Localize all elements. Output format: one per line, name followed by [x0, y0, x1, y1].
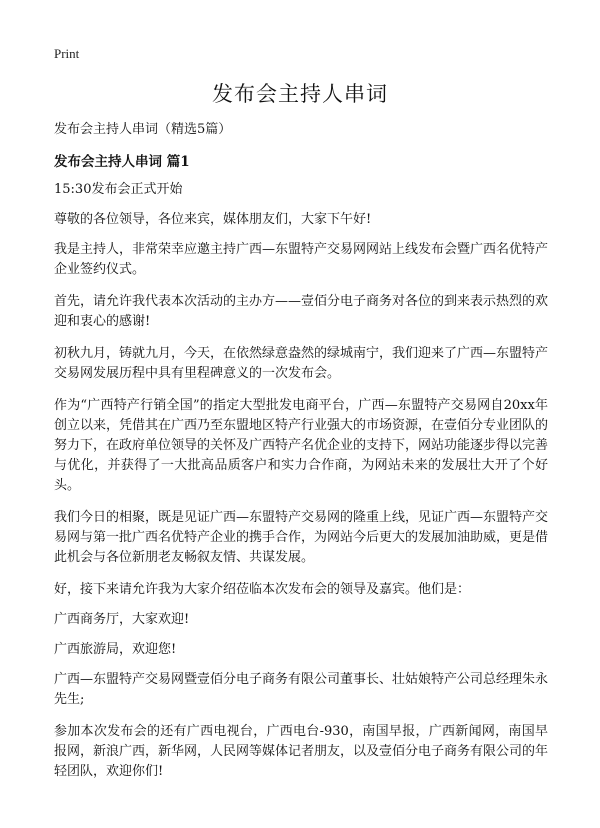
paragraph-guest-tourism: 广西旅游局，欢迎您! [54, 642, 177, 657]
paragraph-media-guests: 参加本次发布会的还有广西电视台，广西电台-930，南国早报，广西新闻网，南国早报网，新浪广西，新华网，人民网等媒体记者朋友，以及壹佰分电子商务有限公司的年轻团队，欢迎你们! [54, 724, 549, 779]
paragraph-host-intro: 我是主持人，非常荣幸应邀主持广西—东盟特产交易网网站上线发布会暨广西名优特产企业签约仪式。 [54, 242, 549, 277]
page-title: 发布会主持人串词 [212, 82, 388, 106]
paragraph-greeting: 尊敬的各位领导，各位来宾，媒体朋友们，大家下午好! [54, 212, 372, 227]
document-subtitle: 发布会主持人串词（精选5篇） [54, 122, 232, 137]
paragraph-guest-intro: 好，接下来请允许我为大家介绍莅临本次发布会的领导及嘉宾。他们是： [54, 582, 471, 597]
paragraph-gathering: 我们今日的相聚，既是见证广西—东盟特产交易网的隆重上线，见证广西—东盟特产交易网与第一批广西名优特产企业的携手合作，为网站今后更大的发展加油助威，更是借此机会与各位新朋老友畅叙友情、共谋发展。 [54, 510, 549, 565]
paragraph-guest-chairman: 广西—东盟特产交易网暨壹佰分电子商务有限公司董事长、壮姑娘特产公司总经理朱永先生; [54, 672, 549, 707]
paragraph-guest-commerce: 广西商务厅，大家欢迎! [54, 612, 190, 627]
paragraph-start-time: 15:30发布会正式开始 [54, 182, 183, 197]
print-link[interactable]: Print [54, 46, 80, 61]
paragraph-occasion: 初秋九月，铸就九月，今天，在依然绿意盎然的绿城南宁，我们迎来了广西—东盟特产交易网发展历程中具有里程碑意义的一次发布会。 [54, 346, 549, 381]
section-heading: 发布会主持人串词 篇1 [54, 154, 190, 170]
article-body [54, 180, 548, 794]
paragraph-welcome: 首先，请允许我代表本次活动的主办方——壹佰分电子商务对各位的到来表示热烈的欢迎和衷心的感谢! [54, 294, 549, 329]
paragraph-platform-history: 作为“广西特产行销全国”的指定大型批发电商平台，广西—东盟特产交易网自20xx年创立以来，凭借其在广西乃至东盟地区特产行业强大的市场资源，在壹佰分专业团队的努力下，在政府单位领导的关怀及广西特产名优企业的支持下，网站功能逐步得以完善与优化，并获得了一大批高品质客户和实力合作商，为网站未来的发展壮大开了个好头。 [54, 398, 549, 493]
